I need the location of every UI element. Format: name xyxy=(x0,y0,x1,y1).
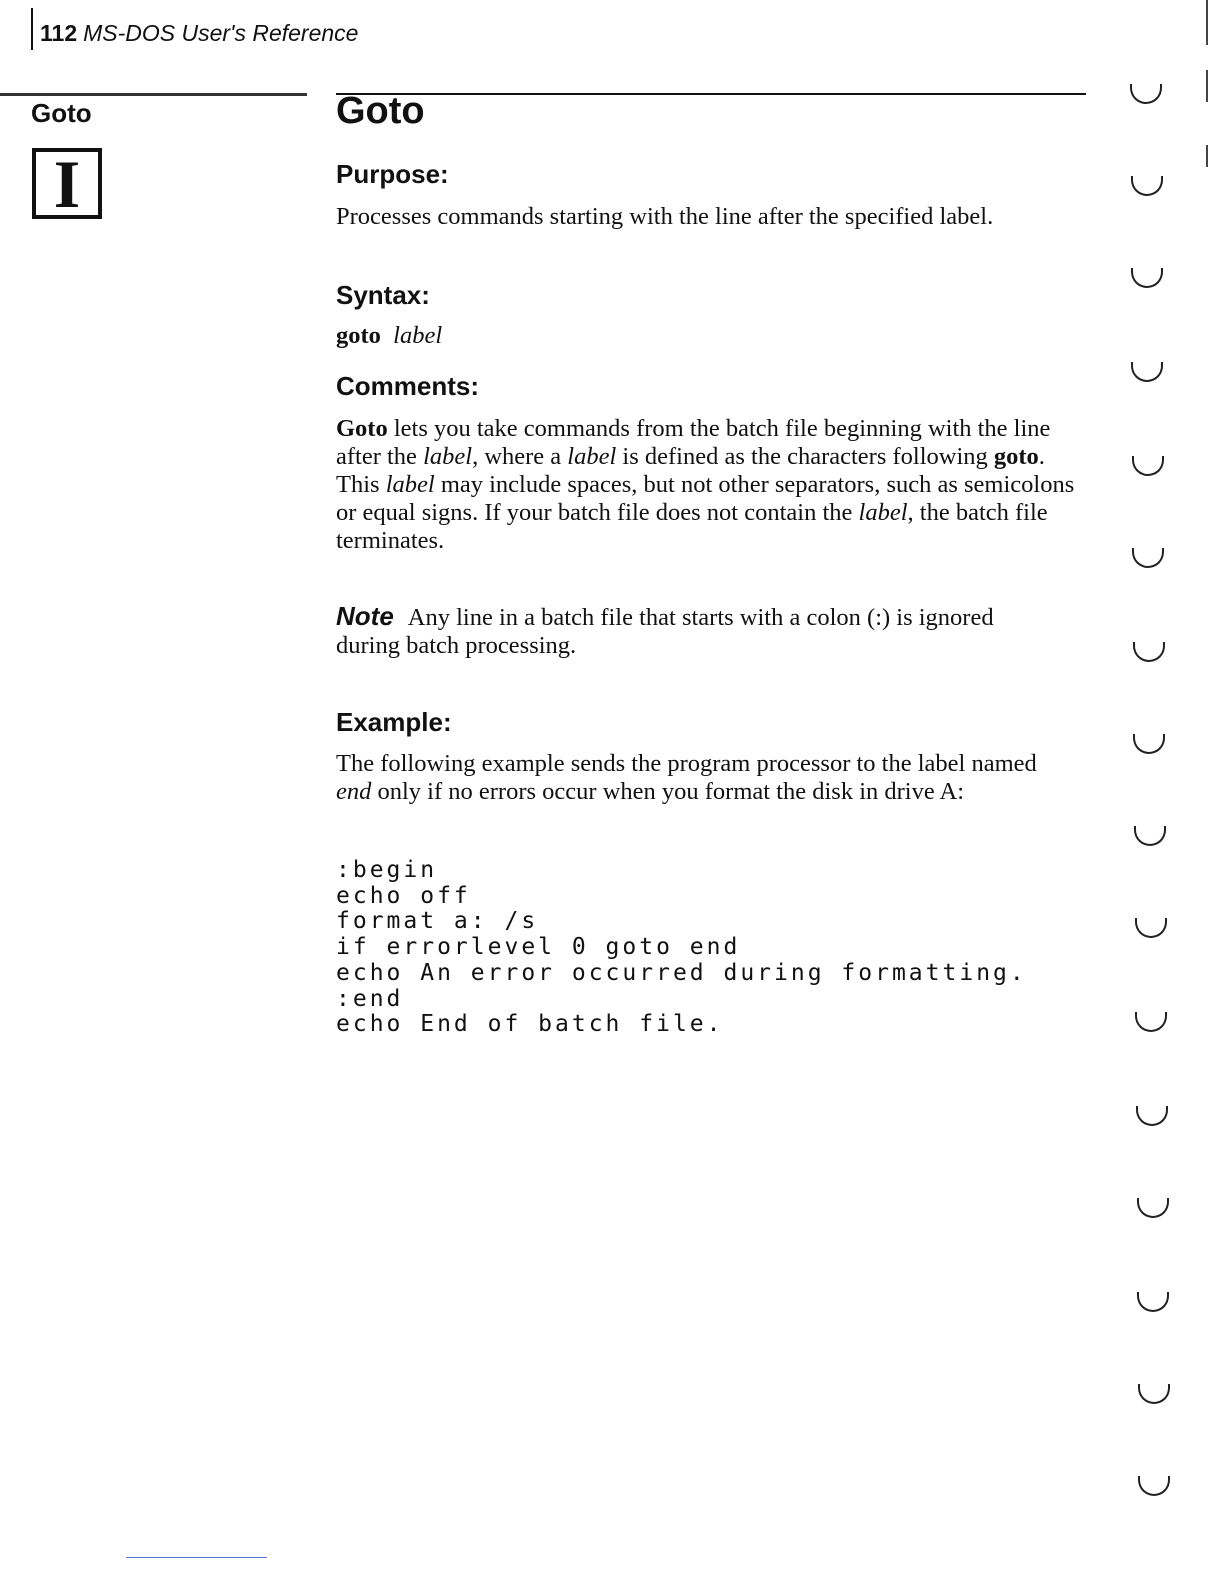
side-title: Goto xyxy=(31,98,92,128)
comments-run: label xyxy=(385,471,435,498)
example-heading: Example: xyxy=(336,707,452,737)
example-run: end xyxy=(336,778,372,805)
syntax-command: goto xyxy=(336,322,381,349)
comments-text xyxy=(336,415,1076,555)
binder-hole-icon xyxy=(1133,642,1165,662)
binder-hole-icon xyxy=(1137,1198,1169,1218)
example-run: The following example sends the program processor to the label named xyxy=(336,750,1037,777)
example-text xyxy=(336,750,1066,806)
binder-hole-icon xyxy=(1131,176,1163,196)
comments-run: lets you take commands from the batch file beginning with the line after the xyxy=(336,415,1051,470)
binder-hole-icon xyxy=(1138,1476,1170,1496)
note-text: Any line in a batch file that starts with a colon (:) is ignored during batch processing. xyxy=(336,604,994,659)
syntax-param: label xyxy=(393,322,443,349)
binder-hole-icon xyxy=(1136,1106,1168,1126)
section-tab-icon xyxy=(32,146,102,222)
comments-run: label xyxy=(567,443,617,470)
binder-hole-icon xyxy=(1135,1012,1167,1032)
side-rule xyxy=(0,93,307,96)
comments-run: . This xyxy=(336,443,1045,498)
book-title: MS-DOS User's Reference xyxy=(83,20,359,46)
note-label: Note xyxy=(336,601,394,631)
binder-hole-icon xyxy=(1132,548,1164,568)
syntax-heading: Syntax: xyxy=(336,280,430,310)
edge-mark xyxy=(1206,0,1208,45)
comments-heading: Comments: xyxy=(336,371,480,401)
binder-hole-icon xyxy=(1131,362,1163,382)
comments-run: is defined as the characters following xyxy=(616,443,994,470)
section-tab-letter: I xyxy=(53,146,81,222)
comments-run: goto xyxy=(993,443,1039,470)
binder-hole-icon xyxy=(1131,268,1163,288)
edge-mark xyxy=(1206,145,1208,167)
edge-mark xyxy=(1206,70,1208,102)
title-rule xyxy=(336,93,1086,95)
running-header xyxy=(40,20,358,47)
binder-hole-icon xyxy=(1132,456,1164,476)
page-title: Goto xyxy=(336,90,425,132)
example-run: only if no errors occur when you format the disk in drive A: xyxy=(371,778,965,805)
comments-run: , the batch file terminates. xyxy=(336,499,1048,554)
comments-run: , where a xyxy=(472,443,568,470)
comments-run: label xyxy=(423,443,473,470)
header-rule xyxy=(31,8,33,50)
comments-run: Goto xyxy=(336,415,388,442)
page-number: 112 xyxy=(40,20,78,46)
comments-run: may include spaces, but not other separators, such as semicolons or equal signs. If your batch file does not contain the xyxy=(336,471,1075,526)
syntax-line xyxy=(336,322,1076,350)
binder-hole-icon xyxy=(1134,826,1166,846)
binder-hole-icon xyxy=(1135,918,1167,938)
purpose-heading: Purpose: xyxy=(336,159,449,189)
binder-hole-icon xyxy=(1138,1384,1170,1404)
note-block xyxy=(336,602,1016,660)
code-example: :begin echo off format a: /s if errorlevel 0 goto end echo An error occurred during formatting. :end echo End of batch file. xyxy=(336,857,1027,1038)
comments-run: label xyxy=(858,499,908,526)
binder-hole-icon xyxy=(1137,1292,1169,1312)
binder-hole-icon xyxy=(1130,84,1162,104)
binder-hole-icon xyxy=(1133,734,1165,754)
scan-line xyxy=(126,1557,267,1558)
purpose-text: Processes commands starting with the line after the specified label. xyxy=(336,203,994,230)
